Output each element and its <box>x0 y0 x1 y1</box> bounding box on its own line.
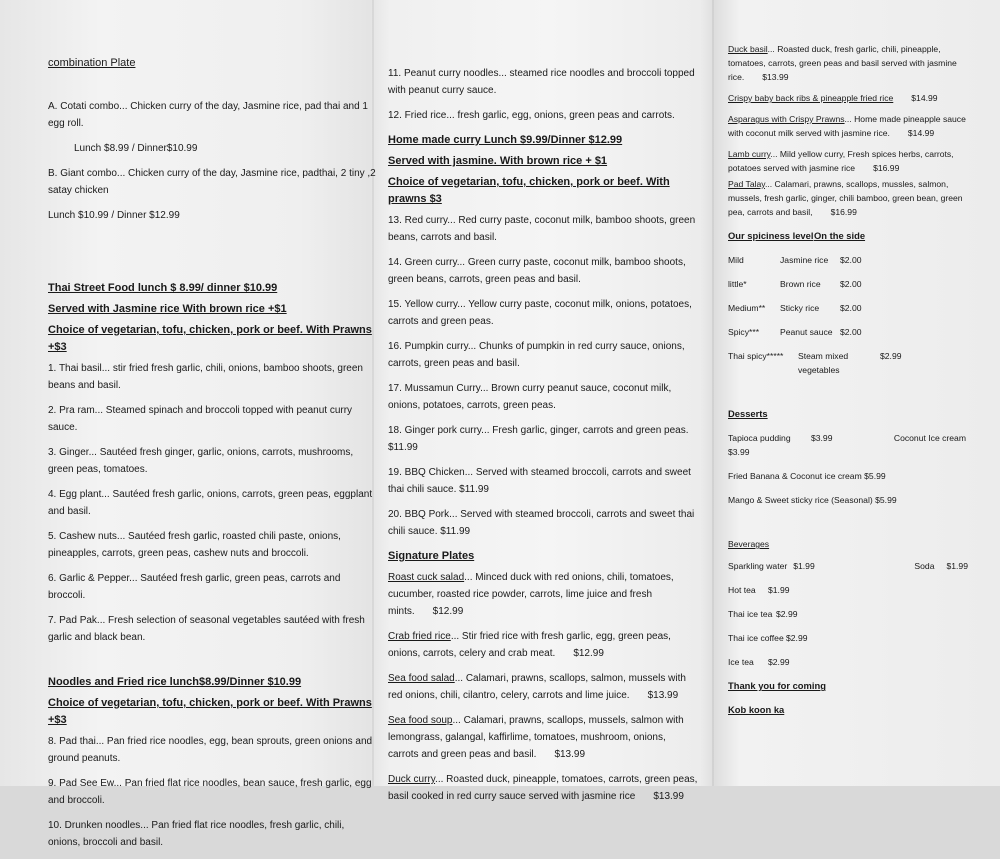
desserts-title: Desserts <box>728 408 768 419</box>
item-price: $16.99 <box>830 207 857 217</box>
item-price: $14.99 <box>911 93 938 103</box>
menu-item: 12. Fried rice... fresh garlic, egg, onions, green peas and carrots. <box>388 110 675 121</box>
dessert-name: Tapioca pudding <box>728 433 791 443</box>
item-desc: ... Home made pineapple sauce with coconut milk served with jasmine rice. <box>728 114 966 138</box>
spice-level: Medium** <box>728 303 766 313</box>
combo-a: A. Cotati combo... Chicken curry of the day, Jasmine rice, pad thai and 1 egg roll. <box>48 101 368 129</box>
street-served: Served with Jasmine rice With brown rice +$1 <box>48 303 287 315</box>
spice-row <box>728 253 978 267</box>
signature-item <box>388 670 698 704</box>
item-desc: ... Roasted duck, pineapple, tomatoes, carrots, green peas, basil cooked in red curry sauce served with jasmine rice <box>388 774 698 802</box>
street-title: Thai Street Food lunch $ 8.99/ dinner $10.99 <box>48 282 278 294</box>
item-desc: ... Roasted duck, fresh garlic, chili, pineapple, tomatoes, carrots, green peas and basil served with jasmine rice. <box>728 44 957 82</box>
menu-item: 14. Green curry... Green curry paste, coconut milk, bamboo shoots, green beans, carrots, green peas and basil. <box>388 257 686 285</box>
item-name: Asparagus with Crispy Prawns <box>728 114 845 124</box>
menu-item: 13. Red curry... Red curry paste, coconut milk, bamboo shoots, green beans, carrots and basil. <box>388 215 696 243</box>
beverage-name: Hot tea <box>728 585 756 595</box>
menu-item: 5. Cashew nuts... Sautéed fresh garlic, roasted chili paste, onions, pineapples, carrots, green peas, cashew nuts and broccoli. <box>48 531 341 559</box>
menu-item: 17. Mussamun Curry... Brown curry peanut sauce, coconut milk, onions, potatoes, carrots, green peas. <box>388 383 672 411</box>
beverage-price: $2.99 <box>786 633 808 643</box>
item-name: Roast cuck salad <box>388 572 465 583</box>
beverage-price: $1.99 <box>768 585 790 595</box>
menu-item: 19. BBQ Chicken... Served with steamed broccoli, carrots and sweet thai chili sauce. $11.99 <box>388 467 691 495</box>
item-name: Crispy baby back ribs & pineapple fried rice <box>728 93 894 103</box>
beverage-row <box>728 583 978 597</box>
dessert-row <box>728 431 978 445</box>
signature-item <box>388 569 698 620</box>
item-price: $12.99 <box>573 648 604 659</box>
item-desc: ... Mild yellow curry, Fresh spices herbs, carrots, potatoes served with jasmine rice <box>728 149 954 173</box>
column-1 <box>48 55 378 859</box>
spice-title: Our spiciness level <box>728 230 814 241</box>
beverage-name: Thai ice tea <box>728 609 773 619</box>
dessert-price: $3.99 <box>728 447 750 457</box>
side-name: Peanut sauce <box>780 327 833 337</box>
beverage-name: Sparkling water <box>728 561 788 571</box>
spice-row <box>728 349 978 377</box>
item-desc: ... Calamari, prawns, scallops, mussels, salmon with lemongrass, galangal, kaffirlime, tomatoes, mushroom, onions, carrots and green peas and basil. <box>388 715 684 760</box>
combo-title: combination Plate <box>48 57 136 69</box>
menu-item: 7. Pad Pak... Fresh selection of seasonal vegetables sautéed with fresh garlic and black bean. <box>48 615 365 643</box>
dessert-price: $5.99 <box>864 471 886 481</box>
item-price: $13.99 <box>653 791 684 802</box>
beverage-price: $1.99 <box>793 561 815 571</box>
side-price: $2.99 <box>880 351 902 361</box>
menu-item: 6. Garlic & Pepper... Sautéed fresh garlic, green peas, carrots and broccoli. <box>48 573 341 601</box>
noodles-choice: Choice of vegetarian, tofu, chicken, pork or beef. With Prawns +$3 <box>48 697 372 726</box>
special-item <box>728 177 978 219</box>
item-name: Duck basil <box>728 44 768 54</box>
signature-item <box>388 771 698 805</box>
noodles-title: Noodles and Fried rice lunch$8.99/Dinner $10.99 <box>48 676 302 688</box>
item-name: Lamb curry <box>728 149 771 159</box>
menu-item: 8. Pad thai... Pan fried rice noodles, egg, bean sprouts, green onions and ground peanuts. <box>48 736 373 764</box>
kob-koon-ka: Kob koon ka <box>728 704 785 715</box>
beverage-name: Soda <box>914 561 935 571</box>
thank-you: Thank you for coming <box>728 680 826 691</box>
beverage-price: $1.99 <box>946 561 968 571</box>
side-name: Steam mixed vegetables <box>798 351 849 375</box>
side-price: $2.00 <box>840 255 862 265</box>
spice-level: Spicy*** <box>728 327 760 337</box>
menu-item: 1. Thai basil... stir fried fresh garlic, chili, onions, bamboo shoots, green beans and basil. <box>48 363 363 391</box>
item-price: $13.99 <box>647 690 679 701</box>
beverage-price: $2.99 <box>768 657 790 667</box>
item-desc: ... Minced duck with red onions, chili, tomatoes, cucumber, roasted rice powder, carrots, lime juice and fresh mints. <box>388 572 674 617</box>
item-price: $16.99 <box>873 163 900 173</box>
menu-item: 9. Pad See Ew... Pan fried flat rice noodles, bean sauce, fresh garlic, egg and broccoli. <box>48 778 372 806</box>
item-name: Sea food soup <box>388 715 453 726</box>
spice-level: Mild <box>728 255 744 265</box>
spice-row <box>728 277 978 291</box>
spice-row <box>728 325 978 339</box>
column-2 <box>388 65 698 813</box>
side-name: Brown rice <box>780 279 821 289</box>
beverage-row <box>728 607 978 621</box>
menu-item: 2. Pra ram... Steamed spinach and broccoli topped with peanut curry sauce. <box>48 405 353 433</box>
curry-title: Home made curry Lunch $9.99/Dinner $12.99 <box>388 134 623 146</box>
column-3 <box>728 42 978 721</box>
combo-b-price: Lunch $10.99 / Dinner $12.99 <box>48 210 180 221</box>
item-name: Sea food salad <box>388 673 455 684</box>
curry-choice: Choice of vegetarian, tofu, chicken, pork or beef. With prawns $3 <box>388 176 670 205</box>
side-price: $2.00 <box>840 303 862 313</box>
side-title: On the side <box>814 230 866 241</box>
menu-item: 11. Peanut curry noodles... steamed rice noodles and broccoli topped with peanut curry sauce. <box>388 68 695 96</box>
special-item <box>728 112 978 140</box>
beverage-row <box>728 559 978 573</box>
item-price: $13.99 <box>762 72 789 82</box>
dessert-name: Coconut Ice cream <box>893 433 966 443</box>
fold-line <box>712 0 714 786</box>
item-desc: ... Calamari, prawns, scallops, salmon, mussels with red onions, chili, cilantro, celery, carrots and lime juice. <box>388 673 686 701</box>
dessert-price: $5.99 <box>875 495 897 505</box>
beverages-title: Beverages <box>728 539 770 549</box>
dessert-row <box>728 469 978 483</box>
special-item <box>728 42 978 84</box>
special-item <box>728 91 978 105</box>
menu-item: 18. Ginger pork curry... Fresh garlic, ginger, carrots and green peas. $11.99 <box>388 425 689 453</box>
signature-item <box>388 628 698 662</box>
item-price: $13.99 <box>554 749 586 760</box>
side-name: Sticky rice <box>780 303 820 313</box>
dessert-price: $3.99 <box>810 433 833 443</box>
spice-header <box>728 229 978 243</box>
combo-b: B. Giant combo... Chicken curry of the day, Jasmine rice, padthai, 2 tiny ,2 satay chicken <box>48 168 376 196</box>
item-desc: ... Stir fried rice with fresh garlic, egg, green peas, onions, carrots, celery and crab meat. <box>388 631 671 659</box>
spice-level: little* <box>728 279 747 289</box>
side-name: Jasmine rice <box>780 255 829 265</box>
beverage-name: Thai ice coffee <box>728 633 784 643</box>
menu-item: 3. Ginger... Sautéed fresh ginger, garlic, onions, carrots, mushrooms, green peas, tomatoes. <box>48 447 354 475</box>
dessert-name: Fried Banana & Coconut ice cream <box>728 471 862 481</box>
menu-item: 10. Drunken noodles... Pan fried flat rice noodles, fresh garlic, chili, onions, broccoli and basil. <box>48 820 345 848</box>
item-desc: ... Calamari, prawns, scallops, mussles, salmon, mussels, fresh garlic, ginger, chili bamboo, green bean, green pea, carrots and basil, <box>728 179 963 217</box>
item-name: Pad Talay <box>728 179 765 189</box>
dessert-name: Mango & Sweet sticky rice (Seasonal) <box>728 495 873 505</box>
item-price: $14.99 <box>907 128 935 138</box>
spice-level: Thai spicy***** <box>728 351 784 361</box>
signature-item <box>388 712 698 763</box>
special-item <box>728 147 978 175</box>
dessert-row <box>728 493 978 507</box>
menu-item: 4. Egg plant... Sautéed fresh garlic, onions, carrots, green peas, eggplant and basil. <box>48 489 373 517</box>
signature-title: Signature Plates <box>388 550 475 562</box>
menu-item: 16. Pumpkin curry... Chunks of pumpkin in red curry sauce, onions, carrots, green peas and basil. <box>388 341 685 369</box>
beverage-row <box>728 655 978 669</box>
spice-row <box>728 301 978 315</box>
item-name: Crab fried rice <box>388 631 451 642</box>
side-price: $2.00 <box>840 327 862 337</box>
street-choice: Choice of vegetarian, tofu, chicken, pork or beef. With Prawns +$3 <box>48 324 372 353</box>
menu-item: 20. BBQ Pork... Served with steamed broccoli, carrots and sweet thai chili sauce. $11.99 <box>388 509 695 537</box>
item-price: $12.99 <box>432 606 464 617</box>
menu-item: 15. Yellow curry... Yellow curry paste, coconut milk, onions, potatoes, carrots and green peas. <box>388 299 692 327</box>
beverage-row <box>728 631 978 645</box>
combo-a-price: Lunch $8.99 / Dinner$10.99 <box>74 143 198 154</box>
item-name: Duck curry <box>388 774 436 785</box>
curry-served: Served with jasmine. With brown rice + $1 <box>388 155 608 167</box>
beverage-price: $2.99 <box>776 609 798 619</box>
beverage-name: Ice tea <box>728 657 754 667</box>
side-price: $2.00 <box>840 279 862 289</box>
